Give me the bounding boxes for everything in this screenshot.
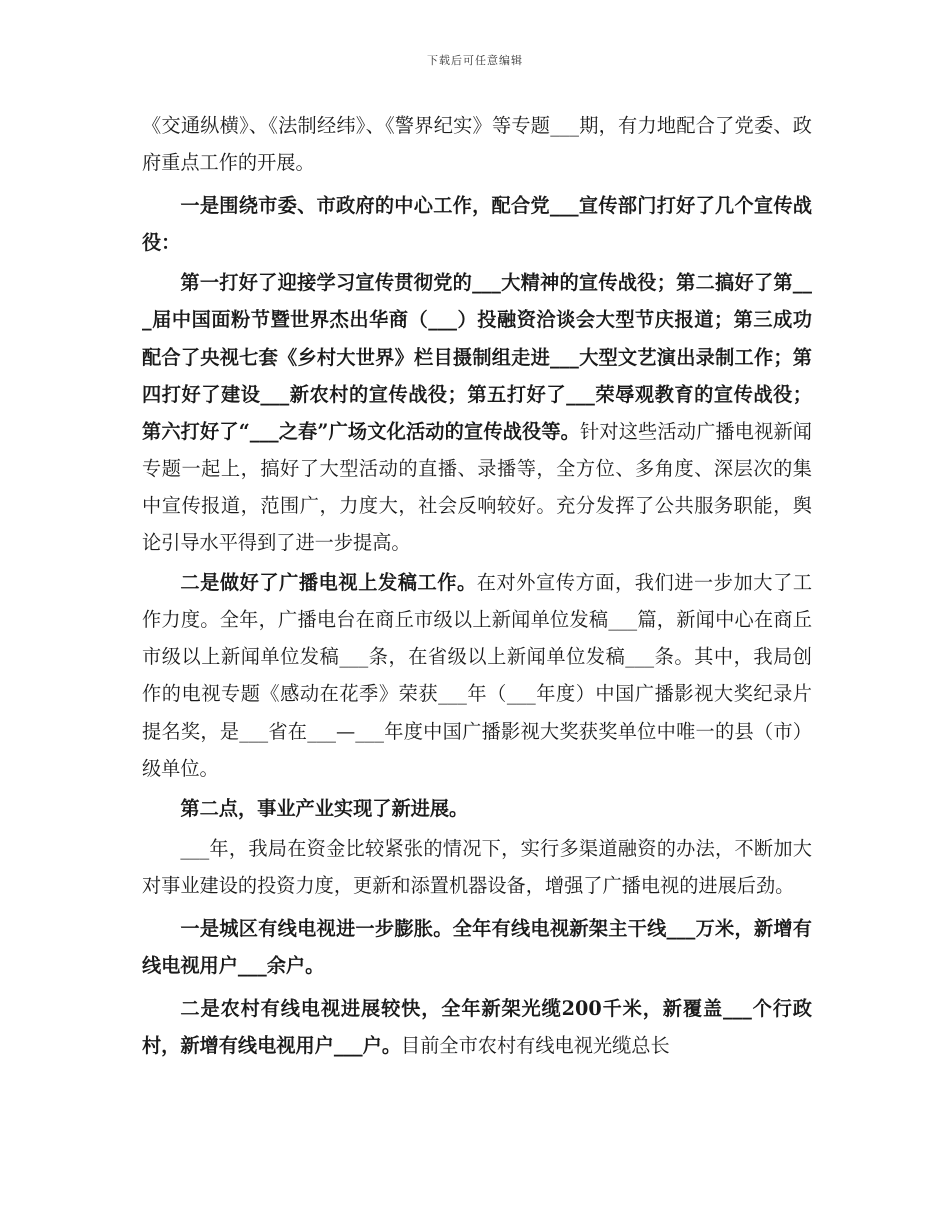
paragraph-8-normal: 目前全市农村有线电视光缆总长 (401, 1034, 670, 1058)
paragraph-7: 一是城区有线电视进一步膨胀。全年有线电视新架主干线___万米，新增有线电视用户___余户。 (142, 916, 812, 978)
paragraph-6: ___年，我局在资金比较紧张的情况下，实行多渠道融资的办法，不断加大对事业建设的投资力度，更新和添置机器设备，增强了广播电视的进展后劲。 (142, 836, 812, 897)
paragraph-3-normal: 针对这些活动广播电视新闻专题一起上，搞好了大型活动的直播、录播等，全方位、多角度、深层次的集中宣传报道，范围广，力度大，社会反响较好。充分发挥了公共服务职能，舆论引导水平得到了进一步提高。 (142, 419, 812, 555)
paragraph-1: 《交通纵横》、《法制经纬》、《警界纪实》等专题___期，有力地配合了党委、政府重点工作的开展。 (142, 114, 812, 175)
paragraph-4 (142, 564, 812, 787)
paragraph-3 (142, 264, 812, 561)
paragraph-8-bold: 二是农村有线电视进展较快，全年新架光缆200千米，新覆盖___个行政村，新增有线电视用户___户。 (142, 997, 812, 1058)
document-body (142, 107, 812, 1064)
section-heading: 第二点，事业产业实现了新进展。 (180, 796, 469, 820)
paragraph-8 (142, 990, 812, 1064)
paragraph-4-normal: 在对外宣传方面，我们进一步加大了工作力度。全年，广播电台在商丘市级以上新闻单位发稿___篇，新闻中心在商丘市级以上新闻单位发稿___条，在省级以上新闻单位发稿___条。其中，我局创作的电视专题《感动在花季》荣获___年（___年度）中国广播影视大奖纪录片提名奖，是___省在___—___年度中国广播影视大奖获奖单位中唯一的县（市）级单位。 (142, 571, 813, 780)
paragraph-2: 一是围绕市委、市政府的中心工作，配合党___宣传部门打好了几个宣传战役： (142, 194, 812, 255)
page-header: 下载后可任意编辑 (427, 54, 523, 67)
paragraph-3-bold: 第一打好了迎接学习宣传贯彻党的___大精神的宣传战役；第二搞好了第___届中国面粉节暨世界杰出华商（___）投融资洽谈会大型节庆报道；第三成功配合了央视七套《乡村大世界》栏目摄制组走进___大型文艺演出录制工作；第四打好了建设___新农村的宣传战役；第五打好了___荣辱观教育的宣传战役；第六打好了“___之春”广场文化活动的宣传战役等。 (142, 271, 812, 443)
paragraph-4-bold: 二是做好了广播电视上发稿工作。 (180, 571, 477, 595)
